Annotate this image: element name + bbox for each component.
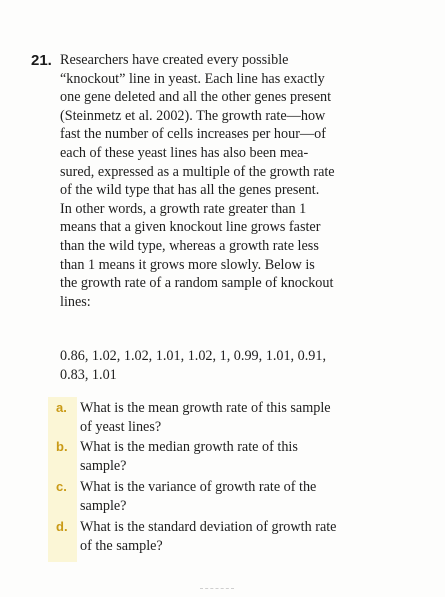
problem-line: than the wild type, whereas a growth rate less (60, 237, 319, 254)
problem-line: each of these yeast lines has also been mea- (60, 144, 309, 161)
problem-line: Researchers have created every possible (60, 52, 289, 68)
subquestion-letter: a. (56, 400, 67, 415)
subquestion-letter: b. (56, 439, 68, 454)
problem-line: In other words, a growth rate greater than 1 (60, 200, 307, 217)
problem-line: of the wild type that has all the genes present. (60, 182, 320, 199)
problem-line: lines: (60, 293, 91, 310)
scan-artifact (200, 588, 234, 589)
subquestion-line: What is the median growth rate of this (80, 439, 298, 455)
problem-statement (60, 51, 382, 311)
growth-rate-data (60, 347, 382, 384)
data-line: 0.83, 1.01 (60, 366, 117, 383)
subquestion-line: sample? (80, 497, 127, 514)
subquestion-line: What is the variance of growth rate of the (80, 479, 317, 495)
subquestion-line: sample? (80, 457, 127, 474)
subquestion-line: of yeast lines? (80, 418, 162, 435)
subquestion-line: of the sample? (80, 537, 163, 554)
problem-line: means that a given knockout line grows faster (60, 219, 321, 236)
problem-line: (Steinmetz et al. 2002). The growth rate—how (60, 107, 326, 124)
problem-line: than 1 means it grows more slowly. Below is (60, 256, 315, 273)
problem-line: one gene deleted and all the other genes present (60, 89, 332, 106)
subquestion-line: What is the standard deviation of growth rate (80, 519, 337, 535)
data-line: 0.86, 1.02, 1.02, 1.01, 1.02, 1, 0.99, 1.01, 0.91, (60, 348, 327, 364)
subquestion-letter: c. (56, 479, 67, 494)
subquestion-letter: d. (56, 519, 68, 534)
problem-line: “knockout” line in yeast. Each line has exactly (60, 70, 325, 87)
problem-line: fast the number of cells increases per hour—of (60, 126, 326, 143)
subquestion-line: What is the mean growth rate of this sample (80, 400, 331, 416)
problem-line: sured, expressed as a multiple of the growth rate (60, 163, 335, 180)
problem-line: the growth rate of a random sample of knockout (60, 275, 334, 292)
problem-number: 21. (31, 52, 52, 69)
